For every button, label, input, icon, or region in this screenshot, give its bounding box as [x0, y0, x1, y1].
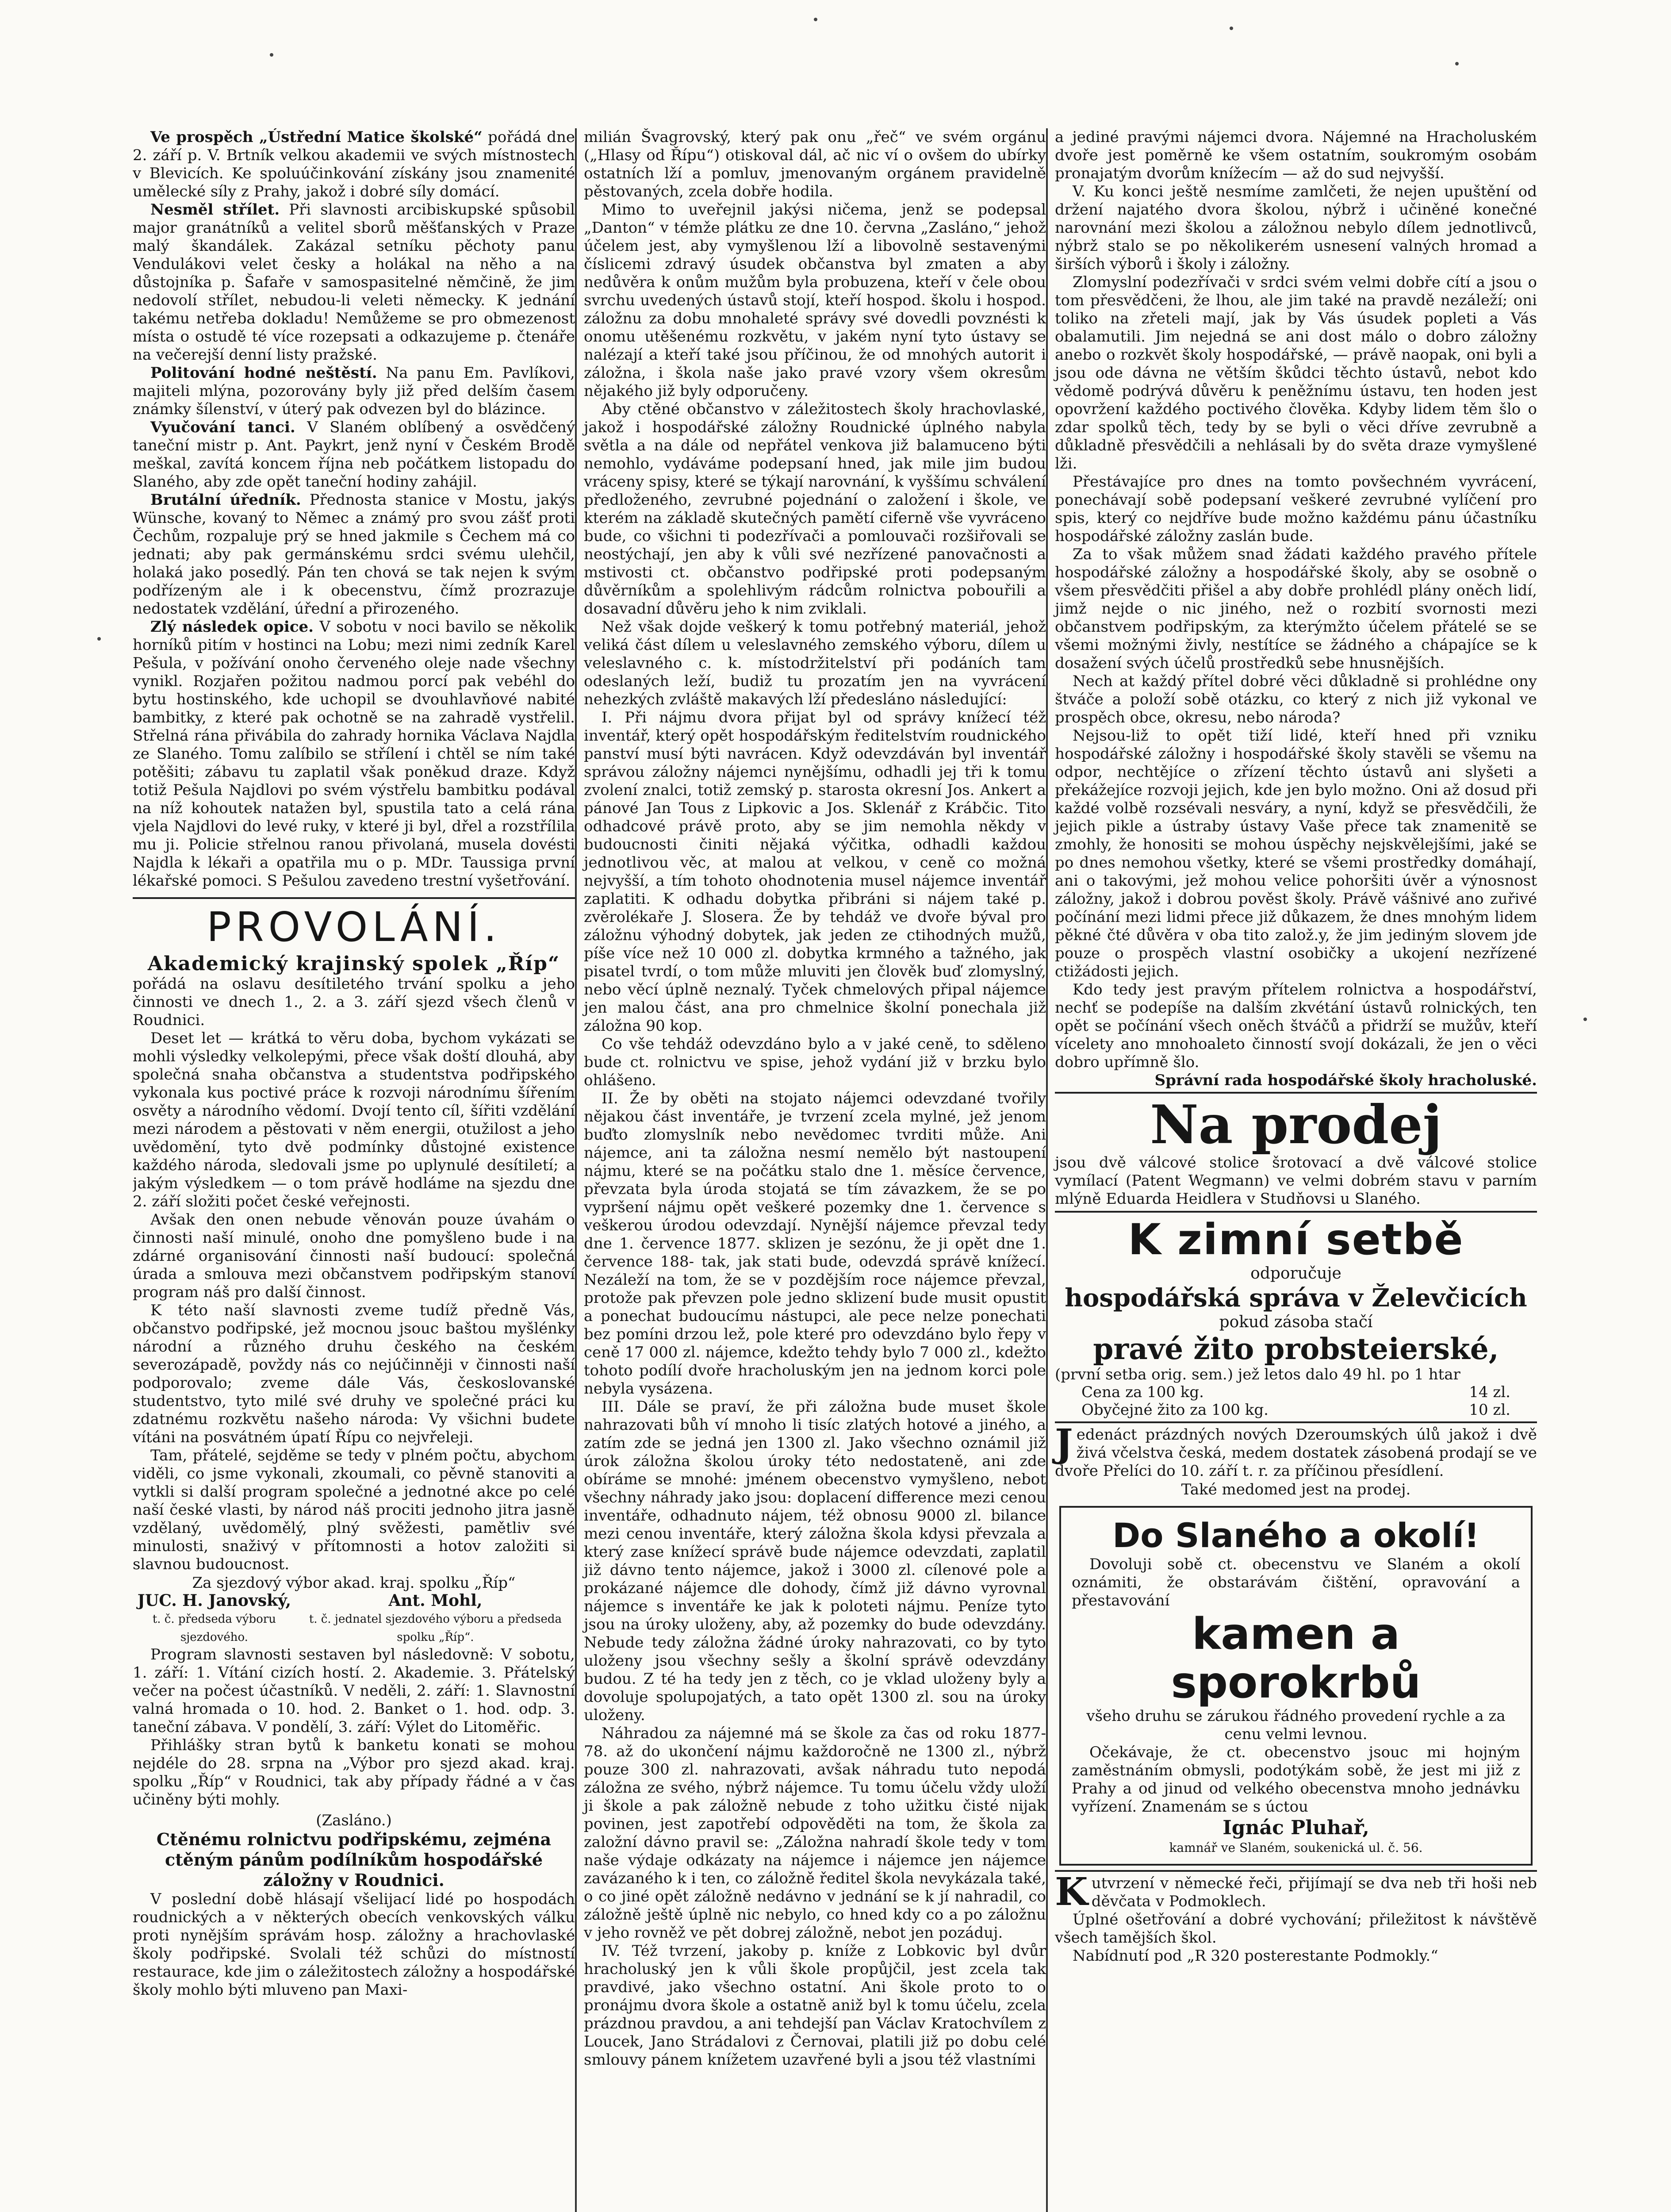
mid-p9: Náhradou za nájemné má se škole za čas od roku 1877-78. až do ukončení nájmu každoročně ne 1300 zl., nýbrž pouze 300 zl. nahrazovati, avšak náhradu tuto nepodá záložna ze svého, nýbrž nájemce. Tu tomu účelu vždy uloží ji škole a pak záložně nebude z toho užitku čisté nijak povinen, jest zapotřebí odpověděti na tom, že škola za založní dávno pravil se: „Záložna nahradí škole tedy v tom naše výdaje odkázaty na nájemce i nájemce jen nájemce zavázaného k i ten, co záložně ředitel škola nevykázala také, o co jiné opět záložně nedávno v jednání se k jí nahradil, co záložně ještě úplně nic nebylo, co hned kdy co a po záložnu v jeho rovněž ve pět dobrej záložně, nebot jen pozáduj. [584, 1724, 1046, 1942]
ad-ule [1055, 1421, 1537, 1499]
scan-speck [1583, 1018, 1587, 1021]
zaslano-title: Ctěnému rolnictvu podřipskému, zejména ctěným pánům podílníkům hospodářské záložny v Roudnici. [156, 1829, 552, 1890]
ad-kamnar-big: kamen a sporokrbů [1171, 1609, 1421, 1708]
article-tanec: Vyučování tanci. V Slaném oblíbený a osvědčený taneční mistr p. Ant. Paykrt, jenž nyní v Českém Brodě meškal, zavítá koncem října neb počátkem listopadu do Slaného, aby zde opět taneční hodiny zahájil. [133, 419, 575, 491]
program-text: Program slavnosti sestaven byl následovně: V sobotu, 1. září: 1. Vítání cizích hostí. 2. Akademie. 3. Přátelský večer na počest účastníků. V neděli, 2. září: 1. Slavnostní valná hromada o 10. hod. 2. Banket o 1. hod. odp. 3. taneční zábava. V pondělí, 3. září: Výlet do Litoměřic. [133, 1646, 575, 1736]
mid-p2: Mimo to uveřejnil jakýsi ničema, jenž se podepsal „Danton“ v témže plátku ze dne 10. června „Zasláno,“ jehož účelem jest, aby vymyšlenou lží a libovolně sestavenými číslicemi zdravý úsudek občanstva byl zmaten a aby nedůvěra k onům mužům byla probuzena, kteří v čele obou svrchu uvedených ústavů stojí, kteří hospod. školu i hospod. záložnu za dobu mnohaleté správy své dovedli povznésti k onomu utěšenému rozkvětu, v jakém nyní tyto ústavy se nalézají a kteří také jsou příčinou, že od mnohých autorit i záložna, i škola naše jako pravé vzory všem okresům nějakého již byly odporučeny. [584, 201, 1046, 400]
zaslano-label: (Zasláno.) [316, 1812, 392, 1829]
proclamation-title: PROVOLÁNÍ. [133, 897, 575, 951]
article-brutalni-urednik: Brutální úředník. Přednosta stanice v Mostu, jakýs Wünsche, kovaný to Němec a známý pro svou zášť proti Čechům, rozpaluje prý se hned jakmile s Čechem má co jednati; aby pak germánskému srdci svému ulehčil, holaká jako posedlý. Pán ten chová se tak nejen k svým podřízeným ale i k obecenstvu, čímž prozrazuje nedostatek vzdělání, úřední a přirozeného. [133, 491, 575, 618]
scan-speck [1455, 62, 1459, 65]
ad-kamnar-p1: Dovoluji sobě ct. obecenstvu ve Slaném a okolí oznámiti, že obstarávám čištění, opravování a přestavování [1072, 1555, 1520, 1609]
ad-ule-initial: J [1055, 1421, 1073, 1466]
proclamation-p1: pořádá na oslavu desítiletého trvání spolku a jeho činnosti ve dnech 1., 2. a 3. září sjezd všech členů v Roudnici. [133, 975, 575, 1029]
right-p3: Zlomyslní podezřívači v srdci svém velmi dobře cítí a jsou o tom přesvědčeni, že lhou, ale jim také na pravdě nezáleží; oni toliko na zřeteli mají, jak by Vás úsudek popleti a Vás obalamutili. Jim nejedná se ani dost málo o dobro záložny anebo o rozkvět školy hospodářské, — právě naopak, oni byli a jsou ode dávna ne větším škůdci těchto ústavů, nebot kdo vědomě podrývá důvěru k peněžnímu ústavu, ten hoden jest opovržení každého poctivého člověka. Kdyby lidem těm šlo o zdar spolků těch, tedy by se byli o věci dříve zevrubně a důkladně přesvědčili a nehlásali by do světa draze vymyšlené lži. [1055, 273, 1537, 472]
ad-kamnar-box [1059, 1506, 1533, 1866]
ad-kamnar-title: Do Slaného a okolí! [1112, 1516, 1479, 1555]
article-nestesti: Politování hodné neštěstí. Na panu Em. Pavlíkovi, majiteli mlýna, pozorovány byly již před delším časem známky šílenství, v úterý pak odvezen byl do blázince. [133, 364, 575, 418]
ad-podmokly-text: Kutvrzení v německé řeči, přijímají se dva neb tři hoši neb děvčata v Podmoklech. [1055, 1870, 1537, 1914]
ad-zimni-setba-title: K zimní setbě [1128, 1215, 1464, 1264]
article-opice: Zlý následek opice. V sobotu v noci bavilo se několik horníků pitím v hostinci na Lobu; mezi nimi zedník Karel Pešula, v požívání onoho červeného oleje nade všechny vynikl. Rozjařen požitou nadmou porcí pak vebéhl do bytu hostinského, kde uchopil se dvouhlavňové nabité bambitky, z které pak ochotně se na zahradě vystřelil. Střelná rána přivábila do zahrady hornika Václava Najdla ze Slaného. Tomu zalíbilo se střílení i chtěl se ním také potěšiti; zábavu tu zaplatil však poněkud draze. Když totiž Pešula Najdlovi po svém výstřelu bambitku podával na níž kohoutek natažen byl, spustila tato a celá rána vjela Najdlovi do levé ruky, v které ji byl, dřel a rozstřílila mu ji. Policie střelnou ranou přivolaná, musela dovésti Najdla k lékaři a opatřila mu o p. MDr. Taussiga první lékařské pomoci. S Pešulou zavedeno trestní vyšetřování. [133, 618, 575, 890]
scan-speck [270, 53, 273, 57]
right-p2: V. Ku konci ještě nesmíme zamlčeti, že nejen upuštění od držení najatého dvora školou, nýbrž i učiněné konečné narovnání mezi školou a záložnou nebylo dílem jednotlivců, nýbrž stalo se po několikerém usnesení valných hromad a širších výborů i školy i záložny. [1055, 183, 1537, 273]
ad-podmokly-initial: K [1055, 1870, 1088, 1914]
proclamation-p3: Avšak den onen nebude věnován pouze úvahám o činnosti naší minulé, onoho dne pomyšleno bude i na zdárné organisování činnosti naší budoucí: společná úrada a smlouva mezi občanstvem podřipským stanoví program náš pro další činnost. [133, 1211, 575, 1301]
ad-podmokly-text3: Nabídnutí pod „R 320 posterestante Podmokly.“ [1073, 1947, 1438, 1965]
ad-na-prodej-text: jsou dvě válcové stolice šrotovací a dvě válcové stolice vymílací (Patent Wegmann) ve velmi dobrém stavu v parním mlýně Eduarda Heidlera v Studňovsi u Slaného. [1055, 1154, 1537, 1208]
signature-1: JUC. H. Janovský, t. č. předseda výboru sjezdového. [137, 1591, 291, 1644]
article-matice: Ve prospěch „Ústřední Matice školské“ pořádá dne 2. září p. V. Brtník velkou akademii ve svých místnostech v Blevicích. Ke spoluúčinkování získány jsou znamenité umělecké síly z Prahy, jakož i dobré síly domácí. [133, 128, 575, 200]
proclamation-p4: K této naší slavnosti zveme tudíž předně Vás, občanstvo podřipské, jež mocnou jsouc baštou myšlénky národní a různého druhu českého na českém severozápadě, povždy nás co nejúčinněji v činnosti naší podporovalo; zveme dále Vás, českoslovanské studentstvo, tyto milé své druhy ve společné práci ku zdatnému rozkvětu našeho národa: Vy všichni budete vítáni na posvátném úpatí Řípu co nejvřeleji. [133, 1302, 575, 1446]
right-p5: Za to však můžem snad žádati každého pravého přítele hospodářské záložny a hospodářské školy, aby se osobně o všem přesvědčiti přišel a aby dobře prohlédl plány oněch lidí, jimž nejde o nic jiného, než o rozbití svornosti mezi občanstvem podřipským, za kterýmžto účelem přátelé se se všemi možnými živly, nestítíce se žádného a chápajíce se k dosažení svých účelů prostředků sebe hnusnějších. [1055, 545, 1537, 672]
mid-p3: Aby ctěné občanstvo v záležitostech školy hrachovlaské, jakož i hospodářské záložny Roudnické úplného nabyla světla a na dále od nepřátel venkova již balamuceno býti nemohlo, vydáváme podepsaní hned, jak mile jim budou vráceny spisy, které se týkají narovnání, k vyššímu schválení předloženého, zevrubné pojednání o založení i škole, ve kterém na základě skutečných pamětí ciferně vše vyvráceno bude, co všichni ti podezřívači a pomlouvači rozšiřovali se neostýchají, jen aby k vůli své nezřízené panovačnosti a mstivosti ct. občanstvo podřipské proti podepsaným důvěrníkům a spolehlivým rádcům rolnictva pobouřili a dosavadní důvěru jeho k nim zviklali. [584, 400, 1046, 618]
proclamation-p2: Deset let — krátká to věru doba, bychom vykázati se mohli výsledky velkolepými, přece však doští dlouhá, aby společná snaha občanstva a studentstva podřipského vykonala kus poctivé práce k rozvoji národnímu šířením osvěty a národního vědomí. Dvojí tento cíl, šířiti vzdělání mezi národem a pěstovati v něm energii, otužilost a jeho uvědomění, tyto dvě podmínky důstojné existence každého národa, sledovali jsme po uplynulé desítiletí; a jakým výsledkem — o tom právě hodláme na sjezdu dne 2. září složiti počet české veřejnosti. [133, 1029, 575, 1210]
mid-p1: milián Švagrovský, který pak onu „řeč“ ve svém orgánu („Hlasy od Řípu“) otiskoval dál, ač nic ví o ovšem do ubírky ostatních lží a pomluv, jmenovaným orgánem pravidelně pěstovaných, zcela dobře hodila. [584, 128, 1046, 200]
scan-speck [1230, 27, 1233, 30]
scan-speck [97, 637, 101, 641]
ad-zimni-setba [1055, 1211, 1537, 1419]
ad-kamnar-p3: Očekávaje, že ct. obecenstvo jsouc mi hojným zaměstnáním obmysli, podotýkám sobě, že jest mi již z Prahy a od jinud od velkého obecenstva mnoho jednávku vyřízení. Znamenám se s úctou [1072, 1743, 1520, 1816]
scan-speck [814, 18, 817, 21]
ad-zimni-l1: odporučuje [1250, 1264, 1341, 1283]
ad-kamnar-p2: všeho druhu se zárukou řádného provedení rychle a za cenu velmi levnou. [1086, 1707, 1506, 1743]
ad-kamnar-signature: Ignác Pluhař, [1223, 1816, 1369, 1839]
mid-p4: Než však dojde veškerý k tomu potřebný materiál, jehož veliká část dílem u veleslavného zemského výboru, dílem u veleslavného c. k. místodržitelství při podáních tam odeslaných leží, budiž tu prozatím jen na vyvrácení nehezkých zvláště makavých lží předesláno následující: [584, 618, 1046, 708]
ad-kamnar-address: kamnář ve Slaném, soukenická ul. č. 56. [1169, 1840, 1423, 1855]
ad-zimni-l4: pravé žito probsteierské, [1093, 1332, 1499, 1366]
column-right [1046, 128, 1537, 2212]
ad-na-prodej [1055, 1092, 1537, 1208]
right-p4: Přestávajíce pro dnes na tomto povšechném vyvrácení, ponechávají sobě podepsaní veškeré zevrubné vylíčení pro spis, který co nejdříve bude možno každému pánu účastníku hospodářské záložny zaslán bude. [1055, 473, 1537, 545]
mid-p8: III. Dále se praví, že při záložna bude muset škole nahrazovati bůh ví mnoho li tisíc zlatých hotové a jiného, a zatím zde se jedná jen 1300 zl. Jako všechno oznámil již úrok záložna školou úroky této nedostateně, ani zde obíráme se mnohé: jménem obecenstvo vymyšleno, nebot všechny náhrady jako jsou: doplacení difference mezi cenou inventáře, odhadnuto nájem, též obnosu 9000 zl. bilance mezi cenou inventáře, který záložna škola kdysi převzala a který zase knížecí správě bude nájemce odevzdati, zaplatil již dávno tento nájemce, jakož i 3000 zl. cílenové pole a prokázané nájemce dle dohody, čímž již dávno vyrovnal nájemce s inventáře ke jak k poloteti nájmu. Peníze tyto jsou na úroky uloženy, aby, až pozemky do bude odevzdány. Nebude tedy záložna žádné úroky nahrazovati, co by tyto uloženy jsou všechny sešly a školní správě odevzdány budou. Z té ha tedy jen z těch, co je vklad uloženy byly a dovoluje spolupojatých, a tato opět 1300 zl. sou na úroky uloženy. [584, 1398, 1046, 1724]
zaslano-text: V poslední době hlásají všelijací lidé po hospodách roudnických a v některých obecích venkovských válku proti nynějším správám hosp. záložny a hrachovlaské školy podřipské. Svolali též schůzi do místností restaurace, kde jim o záležitostech záložny a hospodářské školy mohlo býti mluveno pan Maxi- [133, 1890, 575, 1999]
right-p1: a jediné pravými nájemci dvora. Nájemné na Hracholuském dvoře jest poměrně ke všem ostatním, soukromým osobám pronajatým dvorům knížecím — až do sud nejvyšší. [1055, 128, 1537, 182]
ad-zimni-l2: hospodářská správa v Želevčicích [1065, 1283, 1527, 1313]
ad-zimni-l5: (první setba orig. sem.) jež letos dalo 49 hl. po 1 htar [1055, 1366, 1460, 1383]
mid-p6: Co vše tehdáž odevzdáno bylo a v jaké ceně, to sděleno bude ct. rolnictvu ve spise, jehož vydání již v brzku bylo ohlášeno. [584, 1035, 1046, 1089]
right-p7: Nejsou-liž to opět tiží lidé, kteří hned při vzniku hospodářské záložny i hospodářské školy stavěli se všemu na odpor, nechtějíce o zřízení těchto ústavů ani slyšeti a překážejíce rozvoji jejich, kde jen bylo možno. Oni až dosud při každé volbě rozsévali nesváry, a nyní, když se přesvědčili, že jejich pikle a ústraby ústavy Vaše přece tak znamenitě se zmohly, že honositi se mohou úspěchy nejskvělejšími, jaké se po dnes nemohou všetky, které se všemi prostředky domáhají, ani o takovými, jež mohou velice pohoršiti úvěr a výnosnost záložny, jakož i dobrou pověst školy. Právě vášnivé ano zuřivé počínání mezi lidmi přece již důkazem, že dnes mnohým lidem pěkné čté důvěra v oba tito založ.y, že jim jediným slovem jde pouze o prospěch vlastní osobičky a ukojení nezřízené ctižádosti jejich. [1055, 727, 1537, 980]
mid-p10: IV. Též tvrzení, jakoby p. kníže z Lobkovic byl dvůr hracholuský jen k vůli škole propůjčil, jest zcela tak pravdivé, jako všechno ostatní. Ani škole proto to o pronájmu dvora škole a ostatně aniž byl k tomu účelu, zcela prázdnou pravdou, a ani tehdejší pan Václav Kratochvílem z Loucek, Jano Strádalovi z Černovai, platili již po dobu celé smlouvy pánem knížetem uzavřené byli a jsou též vlastními [584, 1942, 1046, 2069]
ad-na-prodej-title: Na prodej [1150, 1094, 1442, 1156]
prihlasky-text: Přihlášky stran bytů k banketu konati se mohou nejdéle do 28. srpna na „Výbor pro sjezd akad. kraj. spolku „Říp“ v Roudnici, tak aby případy řádné a v čas učiněny býti mohly. [133, 1736, 575, 1809]
signature-2: Ant. Mohl, t. č. jednatel sjezdového výboru a předseda spolku „Říp“. [309, 1591, 562, 1644]
column-middle [575, 128, 1046, 2212]
signature-intro: Za sjezdový výbor akad. kraj. spolku „Říp“ [192, 1574, 516, 1592]
ad-ule-text: Jedenáct prázdných nových Dzeroumských úlů jakož i dvě živá včelstva česká, medem dostatek zásobená prodají se ve dvoře Přelíci do 10. září t. r. za příčinou přesídlení. [1055, 1421, 1537, 1480]
ad-zimni-l3: pokud zásoba stačí [1219, 1313, 1373, 1331]
signatures [133, 1592, 575, 1646]
mid-p7: II. Že by oběti na stojato nájemci odevzdané tvořily nějakou část inventáře, je tvrzení zcela mylné, jež jenom buďto zlomyslník nebo nevědomec tvrditi může. Ani nájemce, ani ta záložna nesmí nemělo být nastoupení nájmu, které se na počátku stalo dne 1. měsíce července, převzata byla úroda stojatá se tím závazkem, že se po vypršení nájmu opět veškeré pozemky dne 1. července s veškerou úrodou odevzdají. Nynější nájemce převzal tedy dne 1. července 1877. sklizen je sezónu, že ji opět dne 1. července 188‐ tak, jak stati bude, odevzdá správě knížecí. Nezáleží na tom, že se v pozdějším roce nájemce převzal, protože pak převzen pole jedno sklizení bude musit opustit a ponechat budoucímu nástupci, ale pece nelze ponechati bez pomíni drzou lež, pole které pro odevzdáno bylo řepy v ceně 17 000 zl. nájemce, kdežto tehdy bylo 7 000 zl., kdežto tohoto podílí dvoře hracholuským jen na jednom korci pole nebyla vysázena. [584, 1090, 1046, 1398]
column-left [133, 128, 575, 2212]
ad-zimni-price1: Cena za 100 kg. 14 zl. [1081, 1383, 1510, 1401]
ad-zimni-price2: Obyčejné žito za 100 kg. 10 zl. [1081, 1401, 1510, 1419]
ad-podmokly-text2: Úplné ošetřování a dobré vychování; přiležitost k návštěvě všech tamějších škol. [1055, 1911, 1537, 1947]
right-p6: Nech at každý přítel dobré věci důkladně si prohlédne ony štváče a položí sobě otázku, co který z nich již vykonal ve prospěch obce, okresu, nebo národa? [1055, 672, 1537, 726]
mid-p5: I. Při nájmu dvora přijat byl od správy knížecí též inventář, který opět hospodářským ředitelstvím roudnického panství musí býti navrácen. Když odevzdáván byl inventář správou záložny nájemci nynějšímu, odhadli jej tři k tomu zvolení znalci, totiž zemský p. starosta okresní Jos. Ankert a pánové Jan Tous z Lipkovic a Jos. Sklenář z Krábčic. Tito odhadcové právě proto, aby se jim nemohla někdy v budoucnosti činiti nějaká výčitka, odhadli každou jednotlivou věc, at malou at velkou, v ceně co možná nejvyšší, a tím tohoto ohodnotenia musel nájemce inventář zaplatiti. K odhadu dobytka přibráni si nájem také p. zvěrolékaře J. Slosera. Že by tehdáž ve dvoře býval pro záložnu výhodný dobytek, jak jeden ze ctihodných mužů, píše více než 10 000 zl. dobytka krmného a tažného, jak pisatel tvrdí, o tom může mluviti jen člověk buď zlomyslný, nebo věcí úplně neznalý. Tyček chmelových připal nájemce jen malou část, ana pro chmelnice školní ponechala již záložna 90 kop. [584, 709, 1046, 1035]
article-nesmel-strilet: Nesměl střílet. Při slavnosti arcibiskupské spůsobil major granátníků a velitel sborů měšťanských v Praze malý škandálek. Zakázal setníku pěchoty panu Vendulákovi velet česky a holákal na něho a na důstojníka p. Šafaře v samospasitelné němčině, že jim nedovolí střílet, nebudou-li veleti německy. K jednání takému netřeba dokladu! Nemůžeme se pro obmezenost místa o ostudě té více rozepsati a odkazujeme p. čtenáře na večerejší denní listy pražské. [133, 201, 575, 364]
akad-title: Akademický krajinský spolek „Říp“ [147, 952, 560, 975]
school-board-signature: Správní rada hospodářské školy hracholuské. [1154, 1071, 1537, 1089]
ad-ule-text2: Také medomed jest na prodej. [1181, 1481, 1411, 1498]
proclamation-p5: Tam, přátelé, sejděme se tedy v plném počtu, abychom viděli, co jsme vykonali, zkoumali, co pěvně stanoviti a vytkli si další program společné a jednotné akce po celé naší české vlasti, by národ náš prociti jednoho jitra jasně vzdělaný, uvědomělý, plný svěžesti, pamětliv své minulosti, snaživý v přítomnosti a hotov založiti si slavnou budoucnost. [133, 1447, 575, 1573]
right-p8: Kdo tedy jest pravým přítelem rolnictva a hospodářství, nechť se podepíše na dalším zkvétání ústavů rolnických, ten opět se počínání všech oněch štváčů a přidrží se mužův, kteří vícelety ano mnohoaleto činností svojí dokázali, že jen o věci dobro upřímně šlo. [1055, 981, 1537, 1071]
ad-podmokly [1055, 1870, 1537, 1965]
